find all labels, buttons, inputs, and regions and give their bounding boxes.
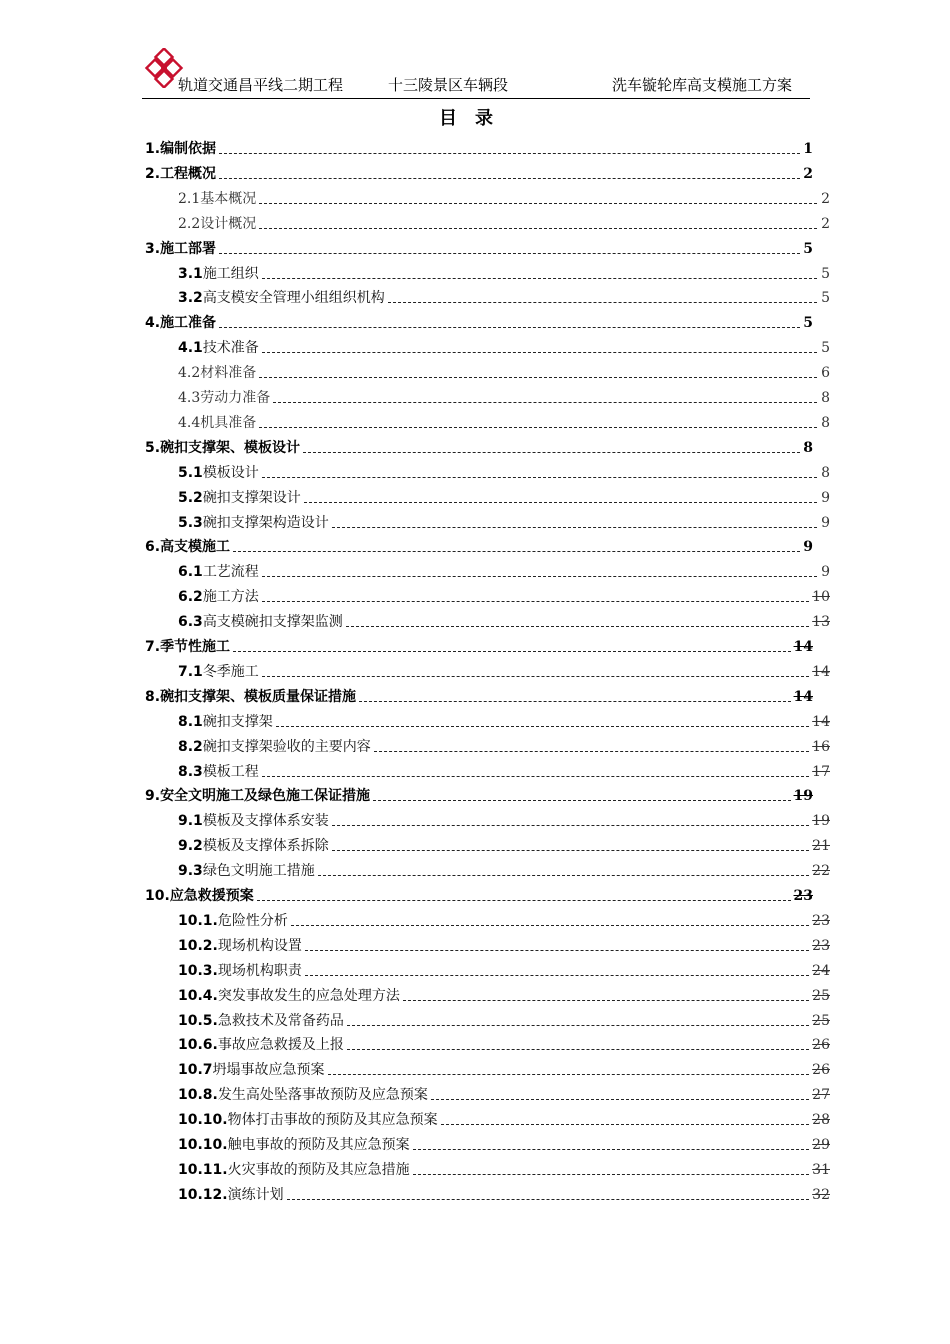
toc-entry-number: 10.12. (178, 1186, 228, 1203)
toc-leader (332, 824, 809, 826)
toc-entry[interactable] (178, 983, 830, 1005)
toc-entry-label: 劳动力准备 (200, 390, 271, 406)
toc-entry-label: 碗扣支撑架 (202, 713, 273, 730)
toc-entry-page: 9 (821, 489, 830, 506)
toc-entry[interactable] (178, 1157, 830, 1179)
toc-entry[interactable] (178, 759, 830, 781)
toc-entry[interactable] (178, 485, 830, 507)
toc-leader (346, 625, 809, 627)
toc-leader (318, 874, 809, 876)
toc-entry-number: 10.5. (178, 1012, 218, 1029)
toc-entry[interactable] (145, 136, 813, 158)
toc-entry[interactable] (178, 410, 830, 432)
toc-entry-number: 7.1 (178, 663, 203, 680)
toc-entry[interactable] (178, 1057, 830, 1079)
toc-entry[interactable] (145, 783, 813, 805)
toc-entry[interactable] (145, 236, 813, 258)
toc-entry-number: 5. (145, 439, 161, 456)
toc-entry-page: 28 (812, 1112, 830, 1129)
toc-entry-page: 22 (812, 863, 830, 880)
toc-entry-page: 24 (812, 962, 830, 979)
toc-entry-page: 32 (812, 1186, 830, 1203)
toc-entry-label: 施工部署 (160, 240, 217, 257)
toc-entry-page: 19 (812, 813, 830, 830)
toc-title: 目录 (439, 108, 511, 129)
toc-entry[interactable] (178, 1082, 830, 1104)
toc-leader (259, 202, 817, 204)
toc-entry-page: 5 (803, 240, 813, 257)
toc-entry-label: 碗扣支撑架验收的主要内容 (202, 738, 371, 755)
toc-entry-label: 碗扣支撑架、模板设计 (160, 439, 301, 456)
toc-entry-label: 模板工程 (202, 763, 259, 780)
toc-entry-label: 工程概况 (160, 165, 217, 182)
toc-entry-number: 10.10. (178, 1112, 228, 1129)
toc-entry-page: 13 (812, 614, 830, 631)
toc-entry[interactable] (145, 684, 813, 706)
toc-leader (403, 999, 809, 1001)
toc-leader (374, 750, 809, 752)
toc-leader (347, 1048, 809, 1050)
toc-entry-label: 设计概况 (200, 215, 257, 232)
toc-entry-label: 碗扣支撑架设计 (202, 489, 301, 506)
toc-entry-page: 5 (821, 265, 830, 282)
toc-entry[interactable] (145, 161, 813, 183)
toc-entry-label: 碗扣支撑架构造设计 (202, 514, 329, 531)
toc-entry-page: 8 (821, 414, 830, 431)
toc-entry-number: 10.6. (178, 1037, 218, 1054)
toc-leader (262, 351, 817, 353)
toc-entry-label: 安全文明施工及绿色施工保证措施 (160, 788, 371, 805)
toc-entry-number: 6.3 (178, 614, 203, 631)
header-document-title: 洗车镟轮库高支模施工方案 (611, 76, 792, 94)
toc-entry[interactable] (178, 1008, 830, 1030)
toc-entry[interactable] (178, 335, 830, 357)
toc-entry[interactable] (178, 808, 830, 830)
toc-leader (273, 401, 817, 403)
toc-entry[interactable] (178, 510, 830, 532)
toc-entry-page: 26 (812, 1062, 830, 1079)
toc-leader (303, 451, 800, 453)
toc-entry-number: 8.2 (178, 738, 203, 755)
toc-entry-number: 8. (145, 688, 161, 705)
toc-entry-number: 6. (145, 539, 161, 556)
toc-entry-label: 施工准备 (160, 315, 217, 332)
toc-entry[interactable] (178, 261, 830, 283)
toc-entry-label: 模板设计 (202, 464, 259, 481)
toc-entry-label: 冬季施工 (202, 663, 259, 680)
toc-entry-label: 火灾事故的预防及其应急措施 (227, 1161, 410, 1178)
toc-leader (262, 775, 809, 777)
toc-entry-label: 模板及支撑体系安装 (202, 813, 329, 830)
toc-entry[interactable] (178, 908, 830, 930)
toc-entry-number: 9. (145, 788, 161, 805)
toc-leader (304, 501, 817, 503)
toc-entry-label: 模板及支撑体系拆除 (202, 838, 329, 855)
toc-entry-label: 现场机构设置 (217, 937, 302, 954)
toc-leader (291, 924, 809, 926)
toc-entry[interactable] (178, 609, 830, 631)
toc-entry-page: 8 (821, 464, 830, 481)
toc-entry-label: 高支模碗扣支撑架监测 (202, 614, 343, 631)
toc-entry-label: 危险性分析 (217, 912, 288, 929)
toc-entry[interactable] (178, 584, 830, 606)
toc-entry-number: 5.3 (178, 514, 203, 531)
toc-entry-page: 14 (793, 639, 813, 655)
toc-entry[interactable] (145, 435, 813, 457)
toc-entry[interactable] (145, 634, 813, 656)
toc-entry-page: 1 (803, 141, 813, 157)
toc-leader (257, 899, 791, 901)
toc-entry-page: 29 (812, 1137, 830, 1153)
toc-entry[interactable] (178, 360, 830, 382)
toc-entry-label: 工艺流程 (202, 564, 259, 581)
header-project: 轨道交通昌平线二期工程 (178, 76, 344, 94)
toc-entry[interactable] (178, 1182, 830, 1204)
toc-entry-label: 应急救援预案 (169, 888, 254, 904)
toc-entry-page: 25 (812, 987, 830, 1004)
toc-leader (441, 1123, 810, 1125)
toc-entry-page: 19 (793, 788, 813, 805)
page-header (142, 44, 810, 98)
toc-leader (388, 301, 817, 303)
toc-entry-page: 9 (821, 514, 830, 531)
toc-leader (373, 799, 790, 801)
header-section: 十三陵景区车辆段 (388, 76, 509, 94)
toc-entry-page: 14 (812, 663, 830, 680)
toc-entry[interactable] (178, 709, 830, 731)
toc-entry-number: 8.1 (178, 713, 203, 730)
toc-entry[interactable] (145, 883, 813, 905)
toc-entry[interactable] (178, 211, 830, 233)
toc-entry-number: 1. (145, 141, 161, 157)
toc-entry[interactable] (178, 285, 830, 307)
toc-entry-number: 4.3 (178, 390, 201, 406)
toc-entry-page: 26 (812, 1037, 830, 1054)
toc-leader (219, 177, 800, 179)
toc-entry-number: 6.1 (178, 564, 203, 581)
toc-entry-page: 31 (812, 1161, 830, 1178)
toc-entry-page: 21 (812, 838, 830, 855)
toc-entry-number: 2.1 (178, 190, 201, 207)
toc-entry[interactable] (178, 385, 830, 407)
toc-leader (305, 949, 809, 951)
toc-entry-page: 8 (821, 390, 830, 406)
toc-leader (359, 700, 790, 702)
toc-entry[interactable] (178, 559, 830, 581)
toc-entry-number: 9.3 (178, 863, 203, 880)
toc-leader (276, 725, 809, 727)
toc-entry-number: 4.2 (178, 365, 201, 382)
toc-entry-label: 突发事故发生的应急处理方法 (217, 987, 400, 1004)
toc-entry-page: 5 (803, 315, 813, 332)
toc-leader (219, 326, 800, 328)
toc-entry-page: 17 (812, 763, 830, 780)
toc-entry-label: 绿色文明施工措施 (202, 863, 315, 880)
toc-leader (413, 1148, 810, 1150)
toc-entry-number: 2.2 (178, 215, 201, 232)
toc-leader (262, 476, 817, 478)
toc-entry-number: 10.7 (178, 1062, 213, 1079)
toc-entry-label: 碗扣支撑架、模板质量保证措施 (160, 688, 357, 705)
toc-leader (262, 277, 817, 279)
toc-leader (262, 600, 809, 602)
toc-entry-number: 5.2 (178, 489, 203, 506)
toc-leader (347, 1024, 809, 1026)
toc-entry-page: 10 (812, 589, 830, 606)
toc-entry-label: 基本概况 (200, 190, 257, 207)
toc-entry-number: 10. (145, 888, 170, 904)
toc-leader (262, 575, 817, 577)
toc-leader (259, 426, 817, 428)
toc-entry-page: 14 (793, 688, 813, 705)
toc-entry-number: 4. (145, 315, 161, 332)
toc-entry-label: 坍塌事故应急预案 (212, 1062, 325, 1079)
toc-entry-page: 23 (812, 937, 830, 954)
toc-entry-label: 发生高处坠落事故预防及应急预案 (217, 1087, 428, 1104)
toc-entry-number: 3.2 (178, 290, 203, 307)
toc-leader (332, 526, 817, 528)
toc-entry[interactable] (178, 858, 830, 880)
toc-leader (413, 1173, 810, 1175)
toc-entry-label: 急救技术及常备药品 (217, 1012, 344, 1029)
toc-entry-number: 10.8. (178, 1087, 218, 1104)
toc-entry-number: 8.3 (178, 763, 203, 780)
toc-entry-page: 16 (812, 738, 830, 755)
toc-entry-label: 施工方法 (202, 589, 259, 606)
toc-entry[interactable] (178, 933, 830, 955)
toc-entry-number: 10.2. (178, 937, 218, 954)
toc-entry[interactable] (178, 460, 830, 482)
toc-entry-page: 2 (821, 215, 830, 232)
toc-entry[interactable] (178, 1107, 830, 1129)
toc-entry-label: 现场机构职责 (217, 962, 302, 979)
toc-leader (219, 152, 800, 154)
toc-entry-page: 27 (812, 1087, 830, 1104)
toc-entry-page: 25 (812, 1012, 830, 1029)
toc-entry[interactable] (178, 958, 830, 980)
toc-entry-label: 技术准备 (202, 340, 259, 357)
toc-entry-number: 3.1 (178, 265, 203, 282)
toc-entry-number: 10.4. (178, 987, 218, 1004)
toc-entry-page: 5 (821, 340, 830, 357)
toc-entry-page: 6 (821, 365, 830, 382)
toc-leader (431, 1098, 809, 1100)
toc-entry-number: 7. (145, 639, 161, 655)
toc-entry[interactable] (178, 734, 830, 756)
toc-entry-number: 10.1. (178, 912, 218, 929)
toc-leader (305, 974, 809, 976)
toc-entry-label: 物体打击事故的预防及其应急预案 (227, 1112, 438, 1129)
toc-entry-label: 季节性施工 (160, 639, 231, 655)
toc-leader (259, 376, 817, 378)
toc-entry-label: 高支模施工 (160, 539, 231, 556)
toc-leader (332, 849, 809, 851)
toc-leader (233, 650, 790, 652)
toc-leader (233, 550, 800, 552)
toc-entry-page: 8 (803, 439, 813, 456)
toc-entry[interactable] (178, 659, 830, 681)
toc-entry-number: 2. (145, 165, 161, 182)
toc-entry-label: 编制依据 (160, 141, 217, 157)
toc-entry-number: 10.3. (178, 962, 218, 979)
toc-entry-label: 高支模安全管理小组组织机构 (202, 290, 385, 307)
toc-entry-page: 2 (803, 165, 813, 182)
toc-entry-label: 机具准备 (200, 414, 257, 431)
toc-leader (259, 227, 817, 229)
toc-entry[interactable] (178, 833, 830, 855)
toc-entry-number: 4.1 (178, 340, 203, 357)
toc-entry-number: 9.1 (178, 813, 203, 830)
toc-leader (219, 252, 800, 254)
toc-entry-page: 23 (793, 888, 813, 904)
toc-entry[interactable] (178, 1132, 830, 1154)
toc-entry-page: 14 (812, 713, 830, 730)
toc-leader (328, 1073, 810, 1075)
toc-entry-page: 5 (821, 290, 830, 307)
toc-entry-number: 9.2 (178, 838, 203, 855)
toc-entry-page: 23 (812, 912, 830, 929)
toc-entry-number: 4.4 (178, 414, 201, 431)
toc-entry-number: 10.10. (178, 1137, 228, 1153)
toc-leader (287, 1198, 810, 1200)
toc-entry[interactable] (178, 186, 830, 208)
toc-entry[interactable] (145, 310, 813, 332)
toc-entry-page: 9 (821, 564, 830, 581)
toc-entry[interactable] (145, 534, 813, 556)
toc-leader (262, 675, 809, 677)
toc-entry-label: 材料准备 (200, 365, 257, 382)
header-rule (142, 98, 810, 99)
toc-entry-number: 6.2 (178, 589, 203, 606)
toc-entry-number: 5.1 (178, 464, 203, 481)
toc-entry-label: 演练计划 (227, 1186, 284, 1203)
toc-entry-number: 10.11. (178, 1161, 228, 1178)
toc-entry[interactable] (178, 1032, 830, 1054)
toc-entry-label: 施工组织 (202, 265, 259, 282)
toc-entry-label: 事故应急救援及上报 (217, 1037, 344, 1054)
toc-entry-page: 9 (803, 539, 813, 556)
toc-entry-page: 2 (821, 190, 830, 207)
toc-entry-number: 3. (145, 240, 161, 257)
toc-entry-label: 触电事故的预防及其应急预案 (227, 1137, 410, 1153)
